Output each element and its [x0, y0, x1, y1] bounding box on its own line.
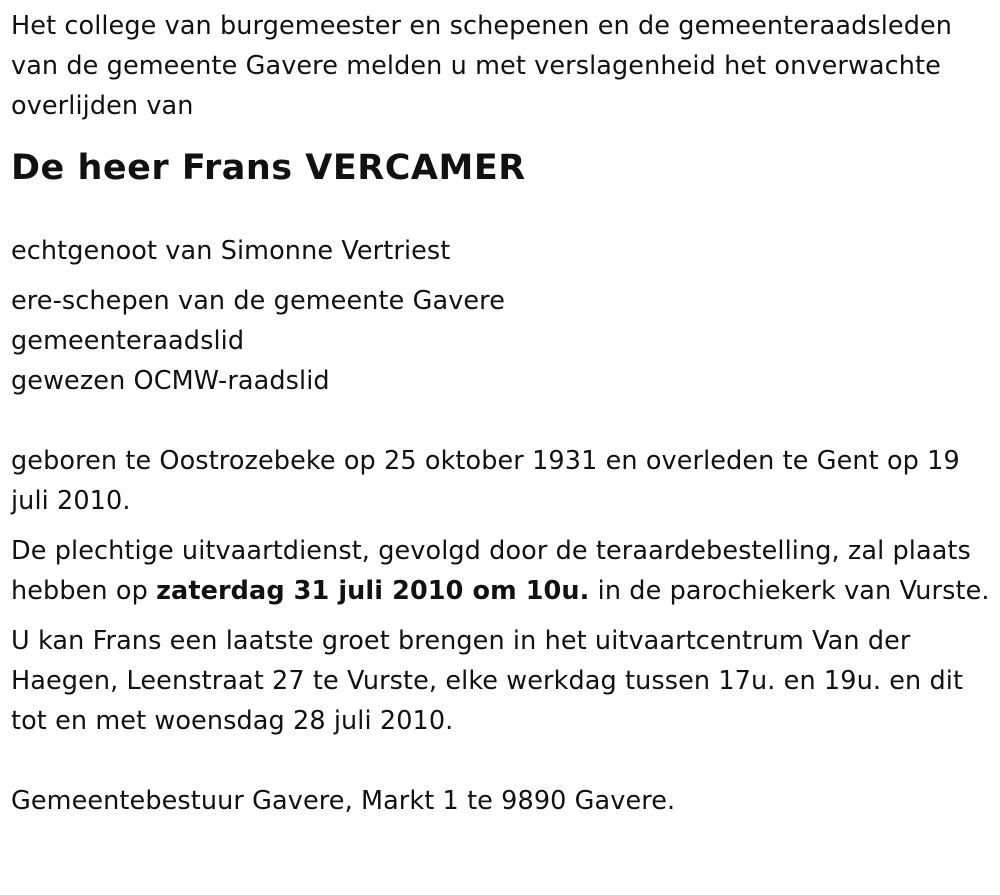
funeral-date-time: zaterdag 31 juli 2010 om 10u. [156, 576, 590, 606]
title-item: gewezen OCMW-raadslid [11, 366, 330, 396]
birth-death-paragraph: geboren te Oostrozebeke op 25 oktober 1931 en overleden te Gent op 19 juli 2010. [11, 446, 960, 516]
titles-list [11, 281, 991, 401]
footer-address: Gemeentebestuur Gavere, Markt 1 te 9890 Gavere. [11, 786, 676, 816]
intro-paragraph: Het college van burgemeester en schepenen en de gemeenteraadsleden van de gemeente Gavere melden u met verslagenheid het onverwachte overlijden van [11, 11, 953, 121]
funeral-text-before: De plechtige uitvaartdienst, gevolgd door de teraardebestelling, zal plaats hebben op [11, 536, 971, 606]
obituary-notice [11, 6, 991, 821]
spouse-line: echtgenoot van Simonne Vertriest [11, 236, 451, 266]
funeral-text-after: in de parochiekerk van Vurste. [589, 576, 990, 606]
funeral-paragraph [11, 531, 991, 611]
deceased-name-heading: De heer Frans VERCAMER [11, 148, 526, 188]
visitation-paragraph: U kan Frans een laatste groet brengen in het uitvaartcentrum Van der Haegen, Leenstraat 27 te Vurste, elke werkdag tussen 17u. en 19u. en dit tot en met woensdag 28 juli 2010. [11, 626, 964, 736]
title-item: gemeenteraadslid [11, 326, 245, 356]
title-item: ere-schepen van de gemeente Gavere [11, 286, 505, 316]
